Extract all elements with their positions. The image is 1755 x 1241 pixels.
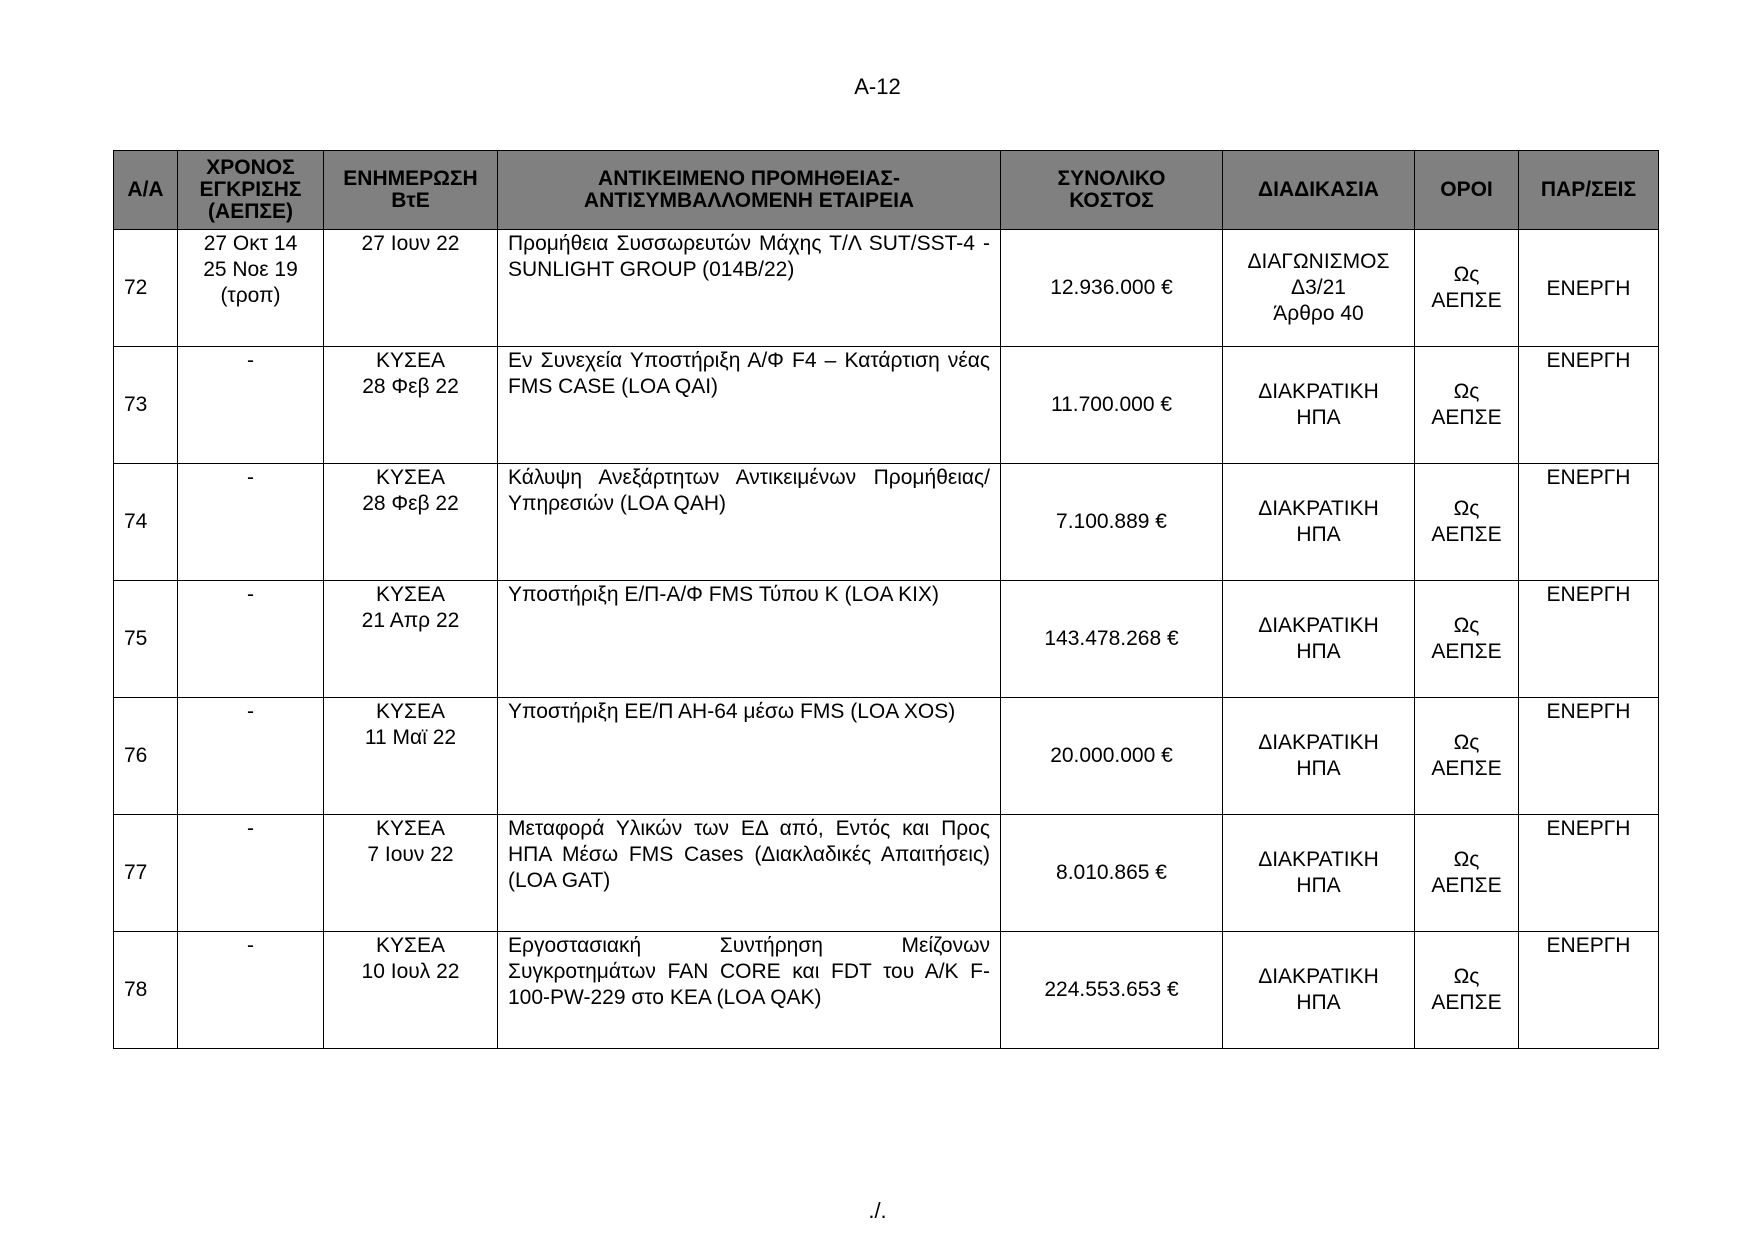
cell-approval-time: - xyxy=(178,698,324,815)
header-approval-time: ΧΡΟΝΟΣ ΕΓΚΡΙΣΗΣ (ΑΕΠΣΕ) xyxy=(178,151,324,230)
cell-total-cost: 7.100.889 € xyxy=(1001,464,1223,581)
cell-aa: 72 xyxy=(114,230,178,347)
cell-aa: 73 xyxy=(114,347,178,464)
header-aa: Α/Α xyxy=(114,151,178,230)
cell-subject: Εν Συνεχεία Υποστήριξη Α/Φ F4 – Κατάρτιση νέας FMS CASE (LOA QAI) xyxy=(498,347,1001,464)
cell-terms: Ως ΑΕΠΣΕ xyxy=(1415,815,1519,932)
cell-subject: Κάλυψη Ανεξάρτητων Αντικειμένων Προμήθειας/Υπηρεσιών (LOA QAH) xyxy=(498,464,1001,581)
cell-procedure: ΔΙΑΓΩΝΙΣΜΟΣ Δ3/21 Άρθρο 40 xyxy=(1223,230,1415,347)
cell-update: ΚΥΣΕΑ 10 Ιουλ 22 xyxy=(324,932,498,1049)
table-row xyxy=(114,464,1659,581)
cell-approval-time: - xyxy=(178,815,324,932)
cell-procedure: ΔΙΑΚΡΑΤΙΚΗ ΗΠΑ xyxy=(1223,464,1415,581)
cell-aa: 76 xyxy=(114,698,178,815)
cell-update: ΚΥΣΕΑ 11 Μαϊ 22 xyxy=(324,698,498,815)
cell-notes: ΕΝΕΡΓΗ xyxy=(1519,230,1659,347)
cell-notes: ΕΝΕΡΓΗ xyxy=(1519,698,1659,815)
cell-aa: 78 xyxy=(114,932,178,1049)
cell-terms: Ως ΑΕΠΣΕ xyxy=(1415,464,1519,581)
header-subject: ΑΝΤΙΚΕΙΜΕΝΟ ΠΡΟΜΗΘΕΙΑΣ- ΑΝΤΙΣΥΜΒΑΛΛΟΜΕΝΗ ΕΤΑΙΡΕΙΑ xyxy=(498,151,1001,230)
table-row xyxy=(114,347,1659,464)
cell-total-cost: 20.000.000 € xyxy=(1001,698,1223,815)
cell-update: ΚΥΣΕΑ 28 Φεβ 22 xyxy=(324,464,498,581)
table-row xyxy=(114,815,1659,932)
cell-procedure: ΔΙΑΚΡΑΤΙΚΗ ΗΠΑ xyxy=(1223,698,1415,815)
cell-total-cost: 143.478.268 € xyxy=(1001,581,1223,698)
cell-subject: Προμήθεια Συσσωρευτών Μάχης Τ/Λ SUT/SST-4 - SUNLIGHT GROUP (014Β/22) xyxy=(498,230,1001,347)
cell-subject: Μεταφορά Υλικών των ΕΔ από, Εντός και Προς ΗΠΑ Μέσω FMS Cases (Διακλαδικές Απαιτήσεις) (LOA GAT) xyxy=(498,815,1001,932)
cell-notes: ΕΝΕΡΓΗ xyxy=(1519,347,1659,464)
cell-approval-time: - xyxy=(178,347,324,464)
cell-approval-time: - xyxy=(178,464,324,581)
cell-update: ΚΥΣΕΑ 7 Ιουν 22 xyxy=(324,815,498,932)
cell-total-cost: 224.553.653 € xyxy=(1001,932,1223,1049)
cell-notes: ΕΝΕΡΓΗ xyxy=(1519,464,1659,581)
cell-notes: ΕΝΕΡΓΗ xyxy=(1519,581,1659,698)
header-notes: ΠΑΡ/ΣΕΙΣ xyxy=(1519,151,1659,230)
cell-terms: Ως ΑΕΠΣΕ xyxy=(1415,581,1519,698)
cell-notes: ΕΝΕΡΓΗ xyxy=(1519,815,1659,932)
page-footer-mark: ./. xyxy=(868,1198,887,1223)
cell-terms: Ως ΑΕΠΣΕ xyxy=(1415,932,1519,1049)
cell-total-cost: 12.936.000 € xyxy=(1001,230,1223,347)
table-row xyxy=(114,932,1659,1049)
cell-update: 27 Ιουν 22 xyxy=(324,230,498,347)
header-total-cost: ΣΥΝΟΛΙΚΟ ΚΟΣΤΟΣ xyxy=(1001,151,1223,230)
page-number: Α-12 xyxy=(854,74,901,99)
cell-procedure: ΔΙΑΚΡΑΤΙΚΗ ΗΠΑ xyxy=(1223,347,1415,464)
cell-terms: Ως ΑΕΠΣΕ xyxy=(1415,347,1519,464)
cell-subject: Εργοστασιακή Συντήρηση Μείζονων Συγκροτημάτων FAN CORE και FDT του Α/Κ F-100-PW-229 στο ΚΕΑ (LOA QAK) xyxy=(498,932,1001,1049)
cell-aa: 75 xyxy=(114,581,178,698)
cell-aa: 77 xyxy=(114,815,178,932)
cell-procedure: ΔΙΑΚΡΑΤΙΚΗ ΗΠΑ xyxy=(1223,581,1415,698)
cell-terms: Ως ΑΕΠΣΕ xyxy=(1415,698,1519,815)
cell-approval-time: 27 Οκτ 14 25 Νοε 19 (τροπ) xyxy=(178,230,324,347)
table-header-row xyxy=(114,151,1659,230)
cell-aa: 74 xyxy=(114,464,178,581)
cell-procedure: ΔΙΑΚΡΑΤΙΚΗ ΗΠΑ xyxy=(1223,932,1415,1049)
cell-approval-time: - xyxy=(178,581,324,698)
cell-approval-time: - xyxy=(178,932,324,1049)
cell-total-cost: 11.700.000 € xyxy=(1001,347,1223,464)
cell-subject: Υποστήριξη ΕΕ/Π ΑΗ-64 μέσω FMS (LOA XOS) xyxy=(498,698,1001,815)
table-row xyxy=(114,230,1659,347)
table-row xyxy=(114,581,1659,698)
header-update: ΕΝΗΜΕΡΩΣΗ ΒτΕ xyxy=(324,151,498,230)
cell-update: ΚΥΣΕΑ 28 Φεβ 22 xyxy=(324,347,498,464)
cell-total-cost: 8.010.865 € xyxy=(1001,815,1223,932)
cell-procedure: ΔΙΑΚΡΑΤΙΚΗ ΗΠΑ xyxy=(1223,815,1415,932)
procurement-table xyxy=(113,150,1659,1049)
cell-notes: ΕΝΕΡΓΗ xyxy=(1519,932,1659,1049)
cell-subject: Υποστήριξη Ε/Π-Α/Φ FMS Τύπου Κ (LOA KIX) xyxy=(498,581,1001,698)
cell-terms: Ως ΑΕΠΣΕ xyxy=(1415,230,1519,347)
cell-update: ΚΥΣΕΑ 21 Απρ 22 xyxy=(324,581,498,698)
table-row xyxy=(114,698,1659,815)
header-terms: ΟΡΟΙ xyxy=(1415,151,1519,230)
header-procedure: ΔΙΑΔΙΚΑΣΙΑ xyxy=(1223,151,1415,230)
